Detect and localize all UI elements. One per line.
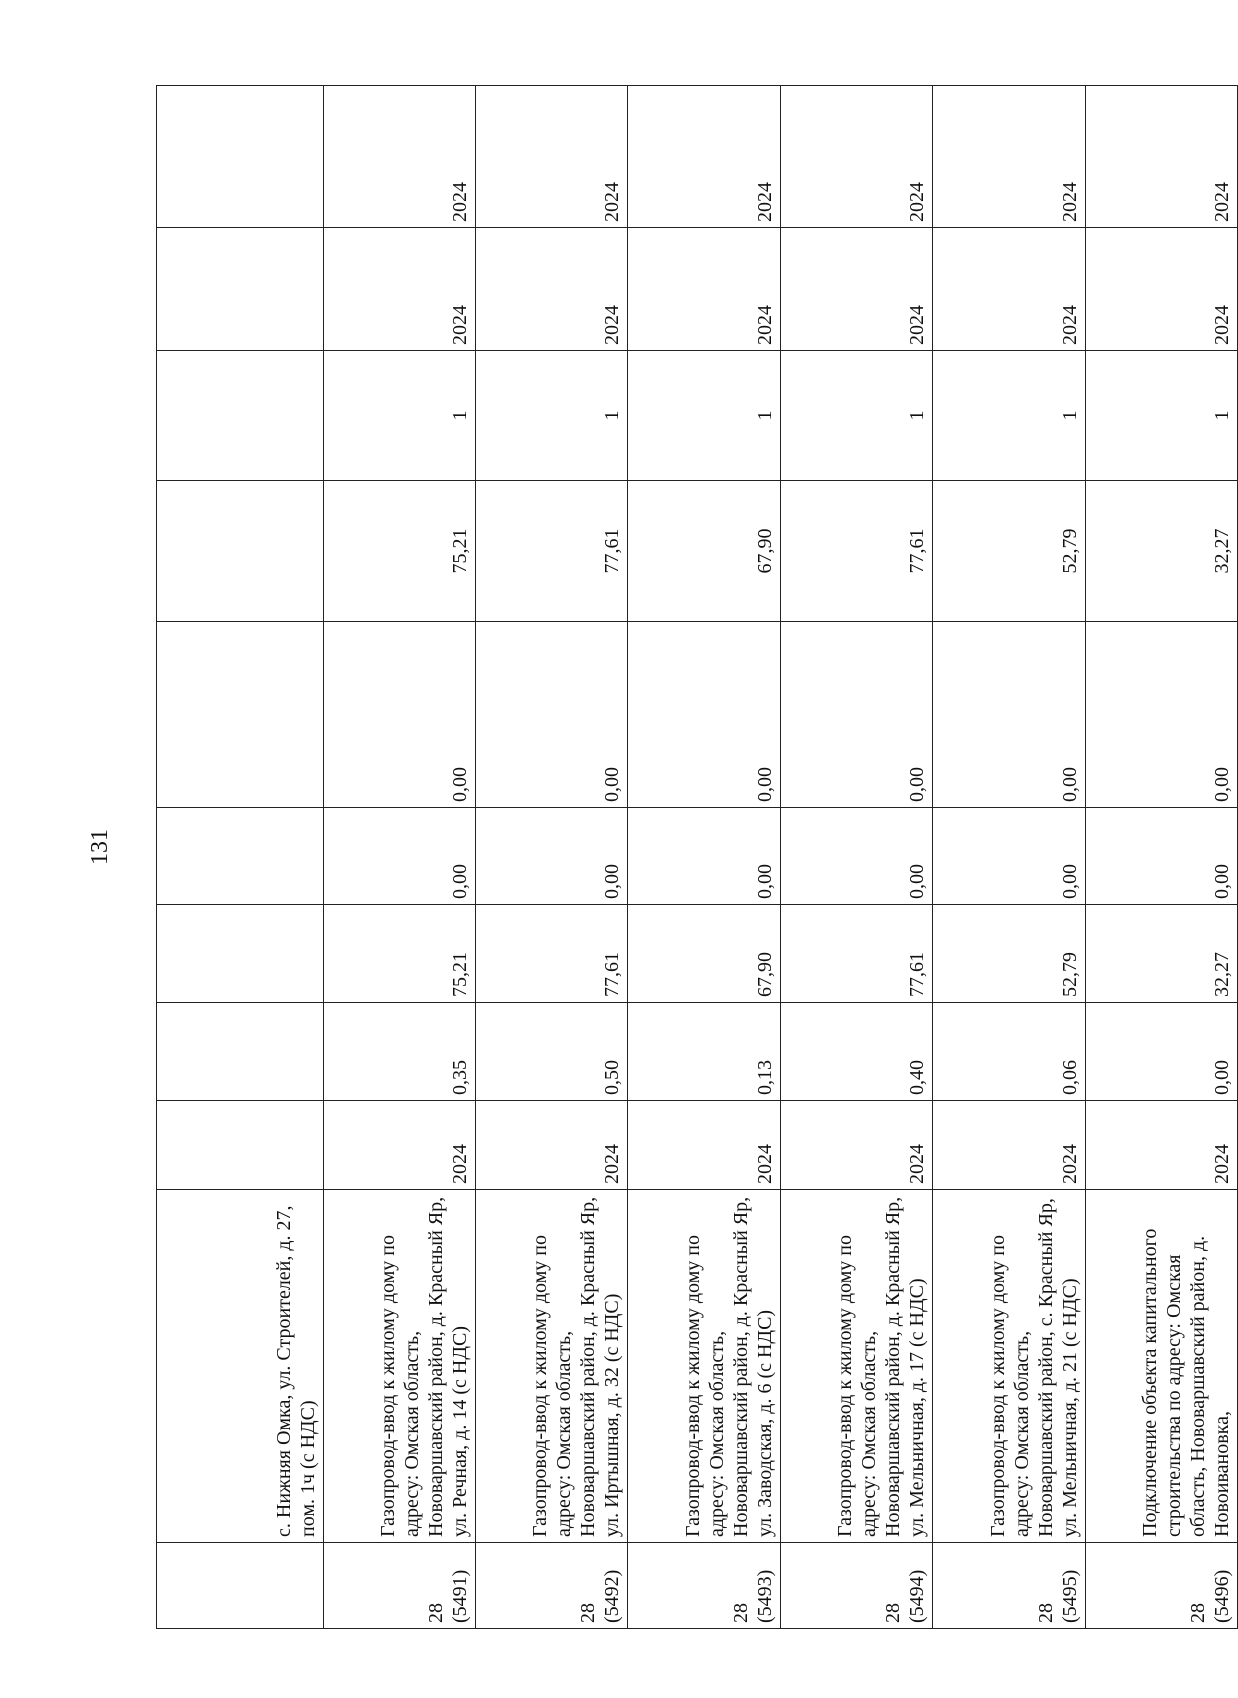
value-cell: 32,27: [1085, 481, 1237, 622]
row-number-cell: [1085, 1543, 1237, 1629]
value-cell: 0,50: [475, 1003, 627, 1101]
table-row: [933, 86, 1085, 1629]
value-cell: 0,06: [933, 1003, 1085, 1101]
row-code: (5493): [753, 1569, 776, 1623]
year-cell: 2024: [780, 86, 932, 228]
count-cell: 1: [475, 351, 627, 481]
row-number: 28: [1187, 1603, 1209, 1623]
value-cell: [157, 481, 324, 622]
year-cell: 2024: [628, 1101, 780, 1190]
value-cell: [157, 351, 324, 481]
count-cell: 1: [780, 351, 932, 481]
year-cell: 2024: [323, 228, 475, 351]
count-cell: 1: [933, 351, 1085, 481]
count-cell: 1: [323, 351, 475, 481]
page-number: 131: [87, 829, 113, 865]
year-cell: 2024: [933, 86, 1085, 228]
value-cell: [157, 905, 324, 1003]
year-cell: 2024: [780, 228, 932, 351]
value-cell: 0,13: [628, 1003, 780, 1101]
value-cell: 0,00: [780, 622, 932, 808]
year-cell: 2024: [475, 1101, 627, 1190]
value-cell: 0,00: [323, 808, 475, 905]
year-cell: 2024: [475, 228, 627, 351]
count-cell: 1: [628, 351, 780, 481]
year-cell: 2024: [475, 86, 627, 228]
value-cell: 0,00: [780, 808, 932, 905]
value-cell: 0,35: [323, 1003, 475, 1101]
row-number: 28: [424, 1603, 447, 1623]
row-number-cell: [780, 1543, 932, 1629]
row-number: 28: [882, 1603, 905, 1623]
value-cell: 77,61: [475, 905, 627, 1003]
value-cell: 0,00: [475, 808, 627, 905]
row-number-cell: [157, 1543, 324, 1629]
value-cell: 77,61: [780, 905, 932, 1003]
description-cell: с. Нижняя Омка, ул. Строителей, д. 27, пом. 1ч (с НДС): [157, 1190, 324, 1543]
year-cell: 2024: [1085, 1101, 1237, 1190]
table-row: [780, 86, 932, 1629]
description-cell: Газопровод-ввод к жилому дому по адресу: Омская область, Нововаршавский район, д. Красный Яр, ул. Заводская, д. 6 (с НДС): [628, 1190, 780, 1543]
description-cell: Газопровод-ввод к жилому дому по адресу: Омская область, Нововаршавский район, д. Красный Яр, ул. Иртышная, д. 32 (с НДС): [475, 1190, 627, 1543]
value-cell: 0,00: [933, 808, 1085, 905]
row-code: (5496): [1211, 1569, 1233, 1623]
year-cell: 2024: [933, 228, 1085, 351]
row-code: (5491): [448, 1569, 471, 1623]
row-number-cell: [628, 1543, 780, 1629]
row-code: (5495): [1058, 1569, 1081, 1623]
value-cell: 0,40: [780, 1003, 932, 1101]
year-cell: [157, 1101, 324, 1190]
description-cell: Подключение объекта капитального строительства по адресу: Омская область, Нововаршавский район, д. Новоивановка,: [1085, 1190, 1237, 1543]
value-cell: 67,90: [628, 905, 780, 1003]
data-table: [156, 85, 1238, 1629]
year-cell: 2024: [323, 86, 475, 228]
row-code: (5494): [906, 1569, 929, 1623]
value-cell: 0,00: [628, 808, 780, 905]
value-cell: 0,00: [323, 622, 475, 808]
value-cell: 75,21: [323, 905, 475, 1003]
table-row: [1085, 86, 1237, 1629]
value-cell: [157, 808, 324, 905]
value-cell: [157, 1003, 324, 1101]
description-cell: Газопровод-ввод к жилому дому по адресу: Омская область, Нововаршавский район, д. Красный Яр, ул. Мельничная, д. 17 (с НДС): [780, 1190, 932, 1543]
value-cell: 0,00: [933, 622, 1085, 808]
value-cell: 0,00: [1085, 622, 1237, 808]
row-code: (5492): [601, 1569, 624, 1623]
description-cell: Газопровод-ввод к жилому дому по адресу: Омская область, Нововаршавский район, д. Красный Яр, ул. Речная, д. 14 (с НДС): [323, 1190, 475, 1543]
row-number-cell: [323, 1543, 475, 1629]
value-cell: 52,79: [933, 905, 1085, 1003]
rotated-table-area: [156, 86, 1238, 1629]
row-number: 28: [577, 1603, 600, 1623]
table-row: [475, 86, 627, 1629]
row-number-cell: [475, 1543, 627, 1629]
value-cell: 52,79: [933, 481, 1085, 622]
year-cell: 2024: [323, 1101, 475, 1190]
value-cell: 0,00: [628, 622, 780, 808]
rotated-table-container: [156, 86, 1238, 1629]
row-number: 28: [729, 1603, 752, 1623]
value-cell: 77,61: [475, 481, 627, 622]
year-cell: 2024: [628, 228, 780, 351]
value-cell: 0,00: [1085, 808, 1237, 905]
description-cell: Газопровод-ввод к жилому дому по адресу: Омская область, Нововаршавский район, с. Красный Яр, ул. Мельничная, д. 21 (с НДС): [933, 1190, 1085, 1543]
value-cell: [157, 86, 324, 228]
year-cell: 2024: [1085, 228, 1237, 351]
year-cell: 2024: [780, 1101, 932, 1190]
table-row: [323, 86, 475, 1629]
value-cell: 77,61: [780, 481, 932, 622]
row-number-cell: [933, 1543, 1085, 1629]
value-cell: 0,00: [475, 622, 627, 808]
value-cell: [157, 228, 324, 351]
count-cell: 1: [1085, 351, 1237, 481]
table-row: [157, 86, 324, 1629]
value-cell: 0,00: [1085, 1003, 1237, 1101]
table-row: [628, 86, 780, 1629]
value-cell: 75,21: [323, 481, 475, 622]
row-number: 28: [1034, 1603, 1057, 1623]
year-cell: 2024: [1085, 86, 1237, 228]
value-cell: [157, 622, 324, 808]
year-cell: 2024: [933, 1101, 1085, 1190]
value-cell: 67,90: [628, 481, 780, 622]
year-cell: 2024: [628, 86, 780, 228]
value-cell: 32,27: [1085, 905, 1237, 1003]
